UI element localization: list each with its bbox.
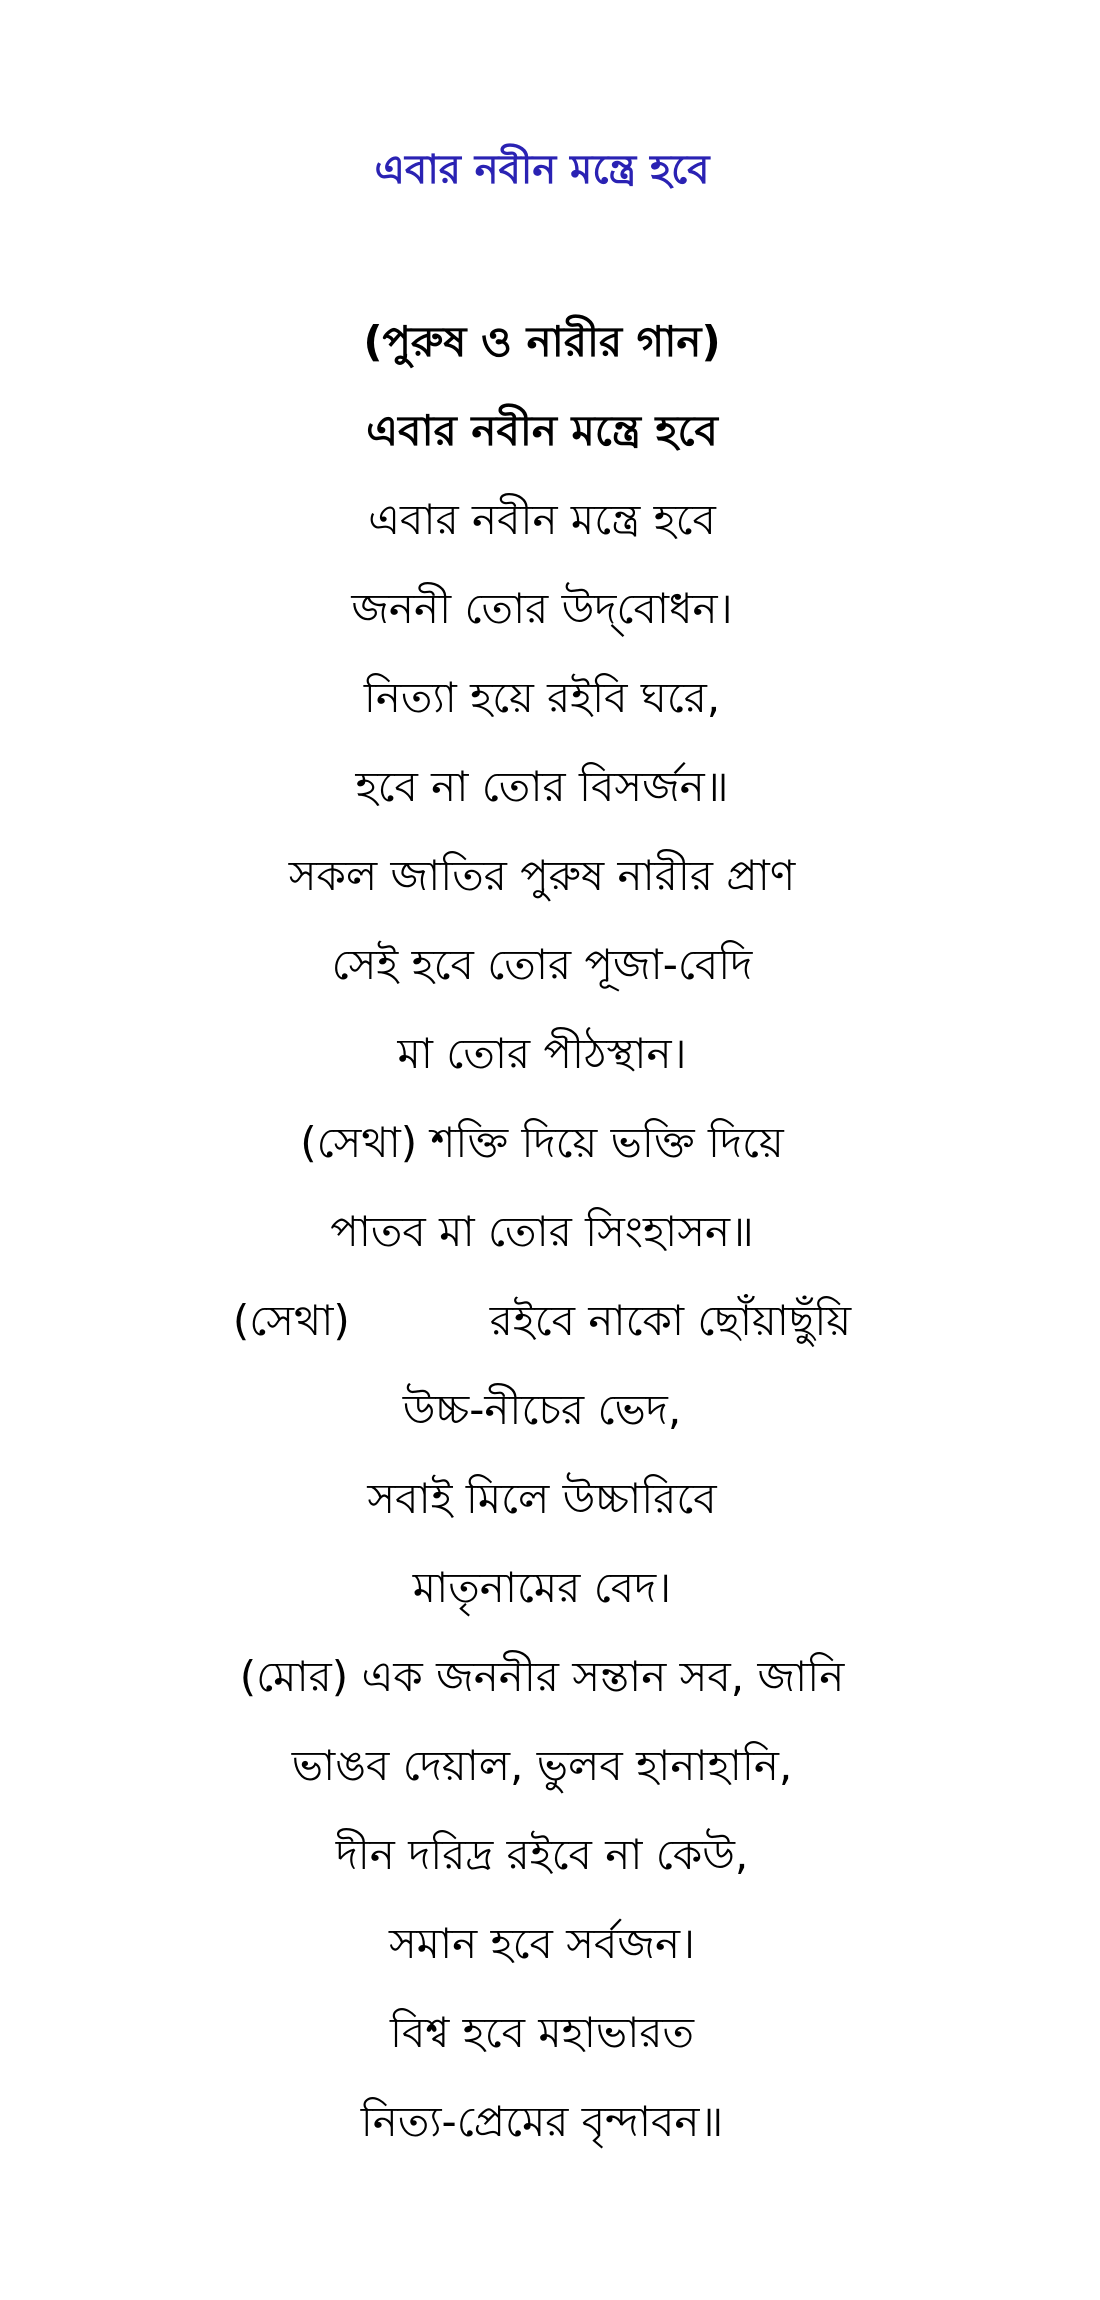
poem-line: পাতব মা তোর সিংহাসন॥ [330,1207,754,1256]
poem-line: হবে না তোর বিসর্জন॥ [355,762,729,811]
poem-line-split-right: রইবে নাকো ছোঁয়াছুঁয়ি [489,1296,852,1345]
poem-line-split-left: (সেথা) [232,1296,350,1345]
poem-line: এবার নবীন মন্ত্রে হবে [368,495,716,544]
poem-line: ভাঙব দেয়াল, ভুলব হানাহানি, [291,1741,793,1790]
poem-line: সেই হবে তোর পূজা-বেদি [331,940,753,989]
poem-line: (মোর) এক জননীর সন্তান সব, জানি [239,1652,845,1701]
poem-line: উচ্চ-নীচের ভেদ, [402,1385,682,1434]
poem-line: মাতৃনামের বেদ। [412,1563,672,1612]
poem-line: মা তোর পীঠস্থান। [397,1029,687,1078]
poem-body [0,312,1084,2181]
poem-line: জননী তোর উদ্‌বোধন। [351,584,733,633]
poem-line: নিত্যা হয়ে রইবি ঘরে, [363,673,721,722]
poem-line: সমান হবে সর্বজন। [388,1919,696,1968]
poem-line: বিশ্ব হবে মহাভারত [389,2008,695,2057]
poem-line-split [0,1291,1084,1380]
poem-line: (সেথা) শক্তি দিয়ে ভক্তি দিয়ে [300,1118,784,1167]
poem-line: সবাই মিলে উচ্চারিবে [367,1474,717,1523]
poem-line: নিত্য-প্রেমের বৃন্দাবন॥ [360,2097,724,2146]
song-subtitle: (পুরুষ ও নারীর গান) [363,317,721,366]
song-title: এবার নবীন মন্ত্রে হবে [374,147,710,193]
song-heading-line: এবার নবীন মন্ত্রে হবে [366,406,718,455]
poem-line: সকল জাতির পুরুষ নারীর প্রাণ [288,851,796,900]
poem-line: দীন দরিদ্র রইবে না কেউ, [335,1830,749,1879]
